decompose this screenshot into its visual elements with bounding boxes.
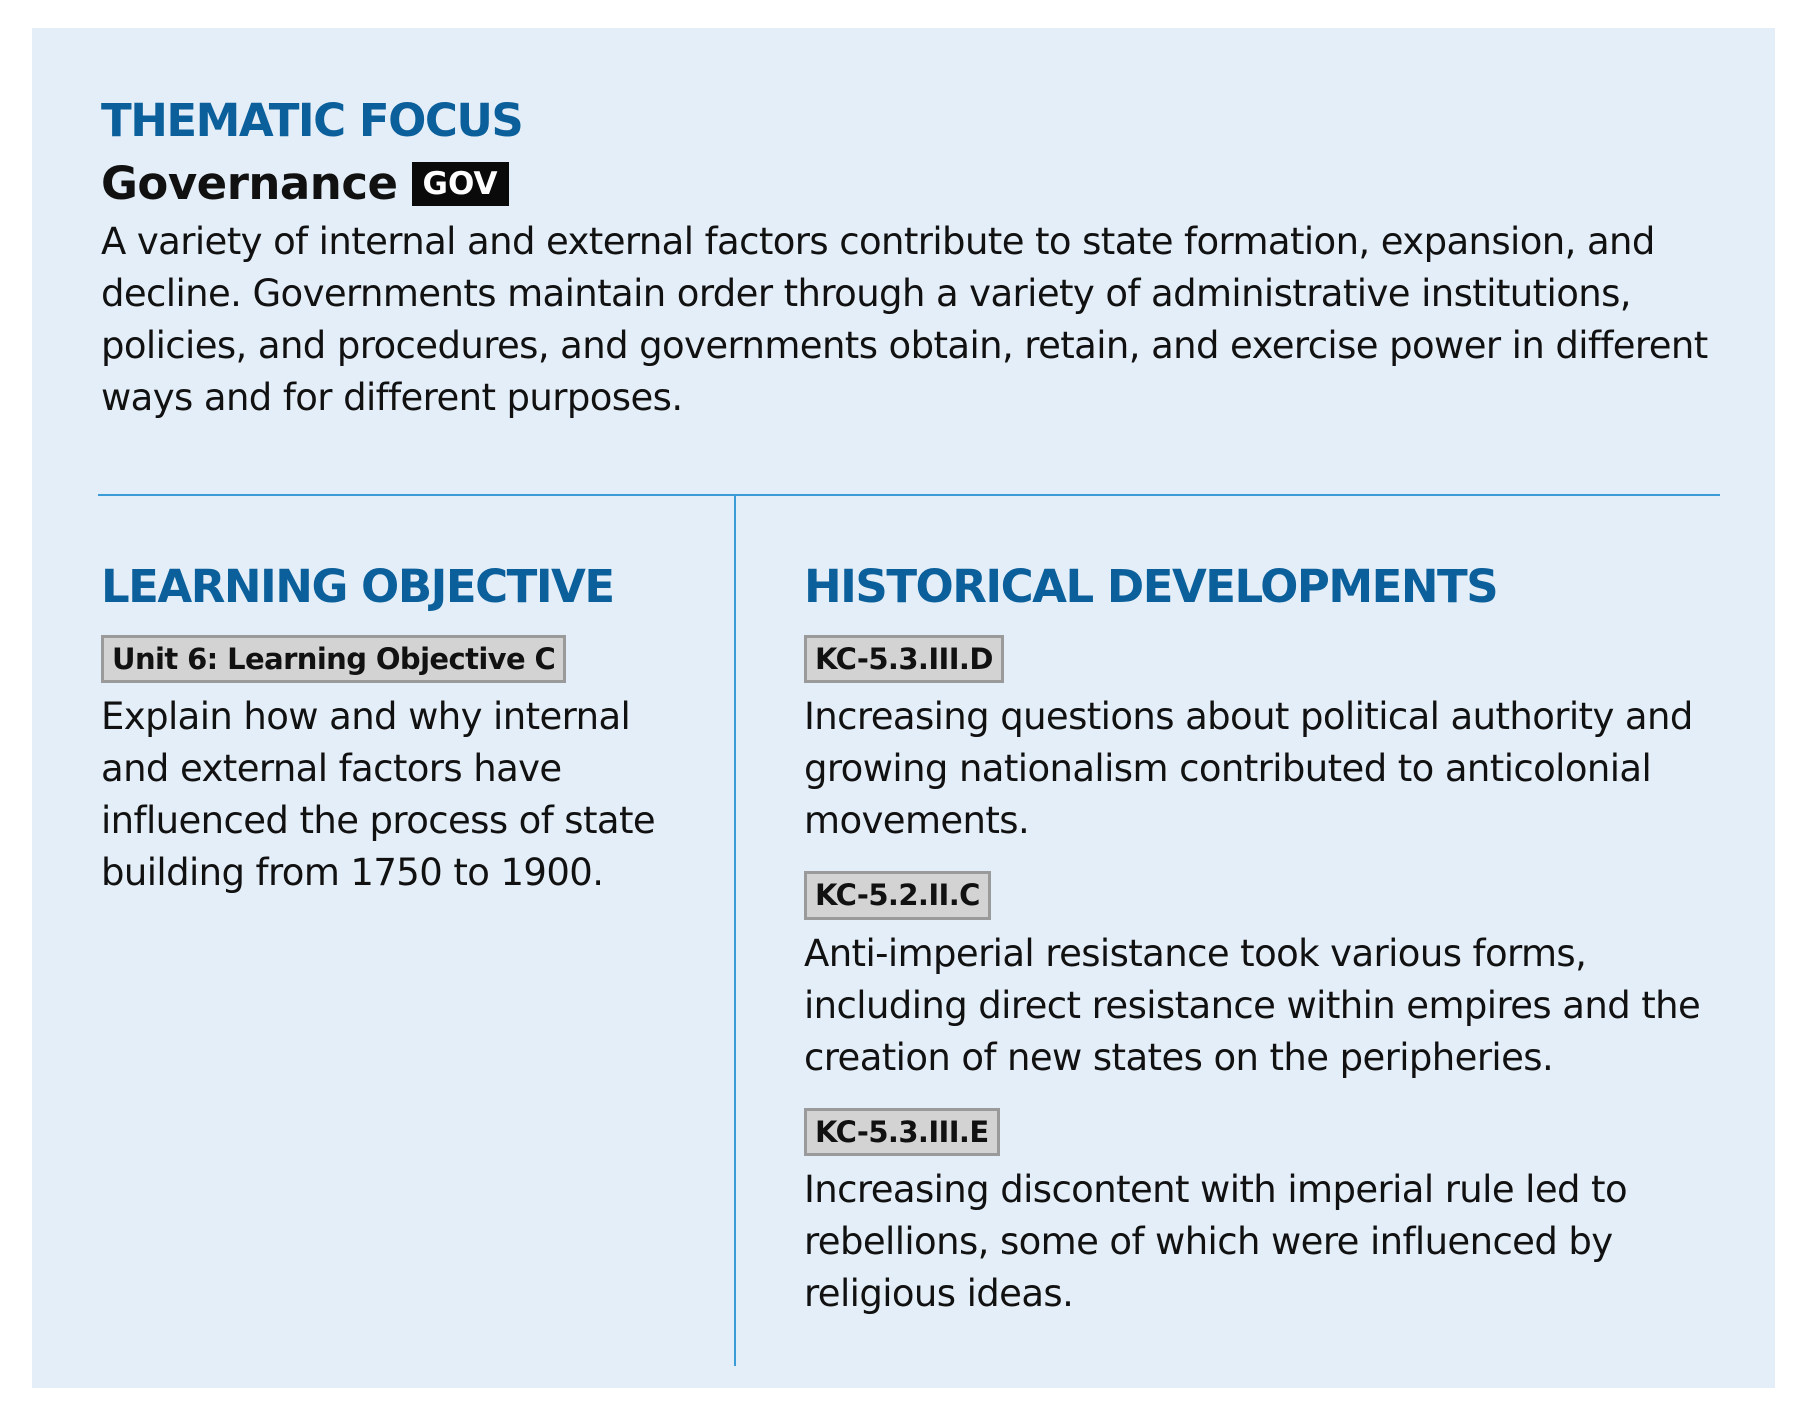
development-code-tag: KC-5.3.III.E bbox=[804, 1108, 1000, 1156]
development-item bbox=[804, 635, 1744, 847]
learning-objective-heading: LEARNING OBJECTIVE bbox=[101, 560, 614, 613]
development-code-tag: KC-5.2.II.C bbox=[804, 871, 991, 919]
gov-badge: GOV bbox=[412, 162, 509, 206]
vertical-divider bbox=[734, 494, 736, 1366]
horizontal-divider bbox=[98, 494, 1720, 496]
governance-title: Governance bbox=[101, 157, 398, 210]
thematic-focus-heading: THEMATIC FOCUS bbox=[101, 94, 523, 147]
development-text: Increasing questions about political authority and growing nationalism contributed to anticolonial movements. bbox=[804, 695, 1693, 843]
development-text: Anti-imperial resistance took various forms, including direct resistance within empires and the creation of new states on the peripheries. bbox=[804, 931, 1701, 1079]
governance-title-row bbox=[101, 157, 1741, 210]
development-item bbox=[804, 1108, 1744, 1320]
historical-developments-heading: HISTORICAL DEVELOPMENTS bbox=[804, 560, 1498, 613]
development-text: Increasing discontent with imperial rule led to rebellions, some of which were influenced by religious ideas. bbox=[804, 1168, 1627, 1316]
thematic-focus-description: A variety of internal and external factors contribute to state formation, expansion, and decline. Governments maintain order through a variety of administrative institutions, policies, and procedures, and governments obtain, retain, and exercise power in different ways and for different purposes. bbox=[101, 220, 1708, 419]
learning-objective-tag: Unit 6: Learning Objective C bbox=[101, 635, 566, 683]
learning-objective-text: Explain how and why internal and external factors have influenced the process of state building from 1750 to 1900. bbox=[101, 695, 656, 895]
development-code-tag: KC-5.3.III.D bbox=[804, 635, 1004, 683]
historical-developments-section bbox=[804, 560, 1744, 1320]
thematic-focus-section bbox=[101, 94, 1741, 424]
learning-objective-section bbox=[101, 560, 711, 899]
thematic-focus-panel bbox=[32, 28, 1775, 1388]
development-item bbox=[804, 871, 1744, 1083]
